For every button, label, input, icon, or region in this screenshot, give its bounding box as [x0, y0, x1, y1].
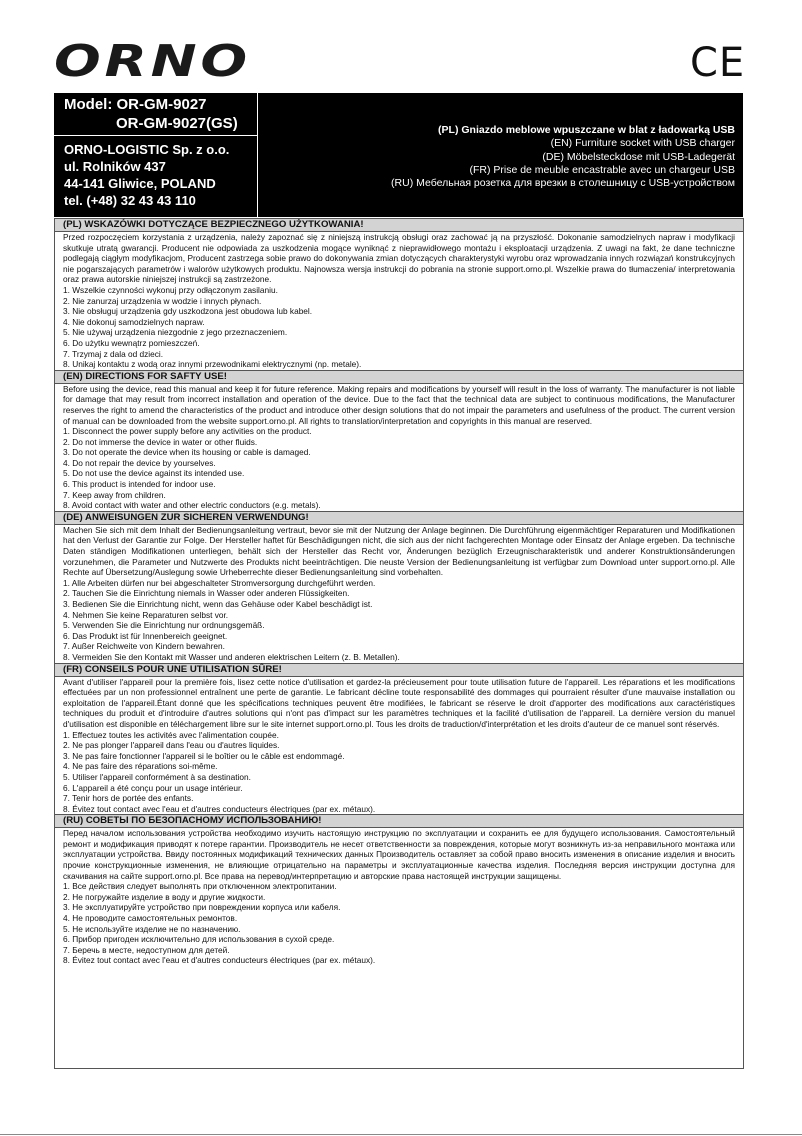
list-item: 7. Tenir hors de portée des enfants.: [63, 793, 194, 804]
list-item: 2. Не погружайте изделие в воду и другие жидкости.: [63, 891, 266, 902]
list-item: 2. Tauchen Sie die Einrichtung niemals in Wasser oder anderen Flüssigkeiten.: [63, 588, 350, 599]
product-name-fr: (FR) Prise de meuble encastrable avec un chargeur USB: [469, 163, 735, 176]
list-item: 6. Do użytku wewnątrz pomieszczeń.: [63, 337, 200, 348]
product-name-en: (EN) Furniture socket with USB charger: [550, 137, 735, 150]
list-item: 2. Do not immerse the device in water or other fluids.: [63, 436, 258, 447]
list-item: 4. Не проводите самостоятельных ремонтов.: [63, 913, 238, 924]
list-item: 4. Nie dokonuj samodzielnych napraw.: [63, 316, 205, 327]
header-divider: [54, 135, 257, 136]
section-title: (FR) CONSEILS POUR UNE UTILISATION SÛRE!: [55, 663, 743, 677]
section-body: [55, 828, 743, 966]
list-item: 7. Беречь в месте, недоступном для детей.: [63, 944, 230, 955]
safety-list: [63, 426, 735, 511]
model-line-2: OR-GM-9027(GS): [116, 115, 238, 132]
list-item: 1. Wszelkie czynności wykonuj przy odłączonym zasilaniu.: [63, 284, 278, 295]
section-en: [55, 370, 743, 511]
list-item: 6. Прибор пригоден исключительно для использования в сухой среде.: [63, 934, 335, 945]
section-de: [55, 511, 743, 663]
safety-instructions: [54, 218, 744, 1069]
company-street: ul. Rolników 437: [64, 159, 166, 174]
list-item: 3. Не эксплуатируйте устройство при повреждении корпуса или кабеля.: [63, 902, 341, 913]
list-item: 2. Nie zanurzaj urządzenia w wodzie i innych płynach.: [63, 295, 262, 306]
section-title: (DE) ANWEISUNGEN ZUR SICHEREN VERWENDUNG!: [55, 511, 743, 525]
list-item: 8. Avoid contact with water and other electric conductors (e.g. metals).: [63, 500, 321, 511]
section-title: (RU) СОВЕТЫ ПО БЕЗОПАСНОМУ ИСПОЛЬЗОВАНИЮ!: [55, 814, 743, 828]
list-item: 2. Ne pas plonger l'appareil dans l'eau ou d'autres liquides.: [63, 740, 280, 751]
company-address: [64, 141, 229, 209]
list-item: 7. Außer Reichweite von Kindern bewahren.: [63, 641, 225, 652]
list-item: 3. Nie obsługuj urządzenia gdy uszkodzona jest obudowa lub kabel.: [63, 306, 313, 317]
list-item: 6. This product is intended for indoor use.: [63, 479, 216, 490]
header-box: [54, 93, 743, 217]
list-item: 1. Disconnect the power supply before any activities on the product.: [63, 426, 312, 437]
orno-logo: ORNO: [54, 36, 251, 87]
list-item: 1. Effectuez toutes les activités avec l'alimentation coupée.: [63, 729, 279, 740]
section-intro: Перед началом использования устройства необходимо изучить настоящую инструкцию по эксплуатации и сохранить ее для будущего использования. Самостоятельный ремонт и модификация приводят к потере гарантии. Производитель не несет ответственности за повреждения, которые могут возникнуть из-за неправильного монтажа или эксплуатации устройства. Ввиду постоянных модификаций технических данных Производитель оставляет за собой право вносить изменения в описание изделия и вносить прочие конструкционные изменения, не влияющие отрицательно на параметры и эксплуатационные качества изделия. Последняя версия инструкции доступна для скачивания на сайте support.orno.pl. Все права на перевод/интерпретацию и авторские права настоящей инструкции защищены.: [63, 828, 735, 881]
company-phone: tel. (+48) 32 43 43 110: [64, 193, 196, 208]
list-item: 5. Verwenden Sie die Einrichtung nur ordnungsgemäß.: [63, 620, 265, 631]
section-title: (EN) DIRECTIONS FOR SAFTY USE!: [55, 370, 743, 384]
list-item: 1. Все действия следует выполнять при отключенном электропитании.: [63, 881, 337, 892]
list-item: 8. Unikaj kontaktu z wodą oraz innymi przewodnikami elektrycznymi (np. metale).: [63, 359, 362, 370]
section-intro: Machen Sie sich mit dem Inhalt der Bedienungsanleitung vertraut, bevor sie mit der Nutzung der Anlage beginnen. Die Durchführung eigenmächtiger Reparaturen und Modifikationen hat den Verlust der Garantie zur Folge. Der Hersteller haftet für Beschädigungen nicht, die sich aus der nicht fachgerechten Montage oder Einsatz der Anlage ergeben. Da technische Daten ständigen Modifikationen unterliegen, behält sich der Hersteller das Recht vor, Änderungen bezüglich Erzeugnischarakteristik und anderer Konstruktionsänderungen vorzunehmen, die Parameter und Nutzwerte des Produkts nicht beeinträchtigen. Die neuste Version der Bedienungsanleitung ist verfügbar zum Download unter support.orno.pl. Alle Rechte auf Übersetzung/Auslegung sowie Urheberrechte dieser Bedienungsanleitung sind vorbehalten.: [63, 524, 735, 578]
header-left-panel: [54, 93, 258, 217]
list-item: 8. Évitez tout contact avec l'eau et d'autres conducteurs électriques (par ex. métaux).: [63, 803, 376, 814]
section-fr: [55, 663, 743, 815]
list-item: 6. L'appareil a été conçu pour un usage intérieur.: [63, 782, 243, 793]
list-item: 8. Évitez tout contact avec l'eau et d'autres conducteurs électriques (par ex. métaux).: [63, 955, 376, 966]
section-intro: Avant d'utiliser l'appareil pour la première fois, lisez cette notice d'utilisation et gardez-la précieusement pour toute utilisation future de l'appareil. Les réparations et les modifications effectuées par un non professionnel entraînent une perte de garantie. Le fabricant décline toute responsabilité des dommages qui pourraient résulter d'une mauvaise installation ou exploitation de l'appareil.Étant donné que les spécifications techniques peuvent être modifiées, le fabricant se réserve le droit d'apporter des modifications aux caractéristiques techniques du produit et d'introduire d'autres solutions qui n'ont pas d'impact sur les paramètres techniques et la facilité d'utilisation de l'appareil. La dernière version du manuel d'utilisation est disponible en téléchargement libre sur le site internet support.orno.pl. Tous les droits de traduction/d'interprétation et les droits d'auteur de ce manuel sont réservés.: [63, 676, 735, 729]
list-item: 7. Keep away from children.: [63, 489, 166, 500]
list-item: 3. Ne pas faire fonctionner l'appareil si le boîtier ou le câble est endommagé.: [63, 750, 345, 761]
section-body: [55, 525, 743, 663]
ce-mark-icon: CE: [690, 40, 746, 86]
list-item: 8. Vermeiden Sie den Kontakt mit Wasser und anderen elektrischen Leitern (z. B. Metallen).: [63, 651, 400, 662]
section-ru: [55, 814, 743, 966]
list-item: 7. Trzymaj z dala od dzieci.: [63, 348, 164, 359]
company-city: 44-141 Gliwice, POLAND: [64, 176, 216, 191]
section-body: [55, 677, 743, 815]
list-item: 3. Do not operate the device when its housing or cable is damaged.: [63, 447, 311, 458]
section-intro: Before using the device, read this manual and keep it for future reference. Making repairs and modifications by yourself will result in the loss of warranty. The manufacturer is not liable for damage that may result from incorrect installation and operation of the device. Due to the fact that the technical data are subject to continuous modifications, the Manufacturer reserves the right to amend the characteristics of the product and introduce other design solutions that do not impair the parameters and usefulness of the product. The current version of manual can be downloaded from the website support.orno.pl. All rights to translation/interpretation and copyrights in this manual are reserved.: [63, 383, 735, 426]
section-body: [55, 232, 743, 370]
list-item: 6. Das Produkt ist für Innenbereich geeignet.: [63, 630, 228, 641]
safety-list: [63, 285, 735, 370]
list-item: 5. Utiliser l'appareil conformément à sa destination.: [63, 771, 251, 782]
page-bottom-rule: [0, 1134, 802, 1135]
safety-list: [63, 578, 735, 663]
list-item: 5. Do not use the device against its intended use.: [63, 468, 245, 479]
section-intro: Przed rozpoczęciem korzystania z urządzenia, należy zapoznać się z niniejszą instrukcją obsługi oraz zachować ją na przyszłość. Dokonanie samodzielnych napraw i modyfikacji skutkuje utratą gwarancji. Producent nie odpowiada za uszkodzenia mogące wyniknąć z nieprawidłowego montażu i eksploatacji urządzenia. Z uwagi na fakt, że dane techniczne podlegają ciągłym modyfikacjom, Producent zastrzega sobie prawo do dokonywania zmian dotyczących charakterystyki wyrobu oraz wprowadzania innych rozwiązań konstrukcyjnych nie pogarszających parametrów i walorów użytkowych produktu. Najnowsza wersja instrukcji do pobrania na stronie support.orno.pl. Wszelkie prawa do tłumaczenia/ interpretowania oraz prawa autorskie niniejszej instrukcji są zastrzeżone.: [63, 232, 735, 285]
list-item: 5. Nie używaj urządzenia niezgodnie z jego przeznaczeniem.: [63, 327, 288, 338]
list-item: 5. Не используйте изделие не по назначению.: [63, 923, 241, 934]
safety-list: [63, 881, 735, 966]
product-name-de: (DE) Möbelsteckdose mit USB-Ladegerät: [542, 150, 735, 163]
model-numbers: [64, 95, 238, 133]
section-title: (PL) WSKAZÓWKI DOTYCZĄCE BEZPIECZNEGO UŻYTKOWANIA!: [55, 218, 743, 232]
company-name: ORNO-LOGISTIC Sp. z o.o.: [64, 142, 230, 157]
list-item: 4. Do not repair the device by yourselves.: [63, 457, 216, 468]
section-pl: [55, 218, 743, 370]
product-name-pl: (PL) Gniazdo meblowe wpuszczane w blat z ładowarką USB: [438, 124, 735, 136]
list-item: 1. Alle Arbeiten dürfen nur bei abgeschalteter Stromversorgung durchgeführt werden.: [63, 577, 376, 588]
list-item: 3. Bedienen Sie die Einrichtung nicht, wenn das Gehäuse oder Kabel beschädigt ist.: [63, 599, 373, 609]
product-name-ru: (RU) Мебельная розетка для врезки в столешницу с USB-устройством: [391, 177, 735, 190]
safety-list: [63, 730, 735, 815]
list-item: 4. Nehmen Sie keine Reparaturen selbst vor.: [63, 609, 229, 620]
product-names: [391, 124, 735, 190]
section-body: [55, 384, 743, 511]
list-item: 4. Ne pas faire des réparations soi-même.: [63, 761, 218, 772]
model-line-1: Model: OR-GM-9027: [64, 96, 207, 113]
